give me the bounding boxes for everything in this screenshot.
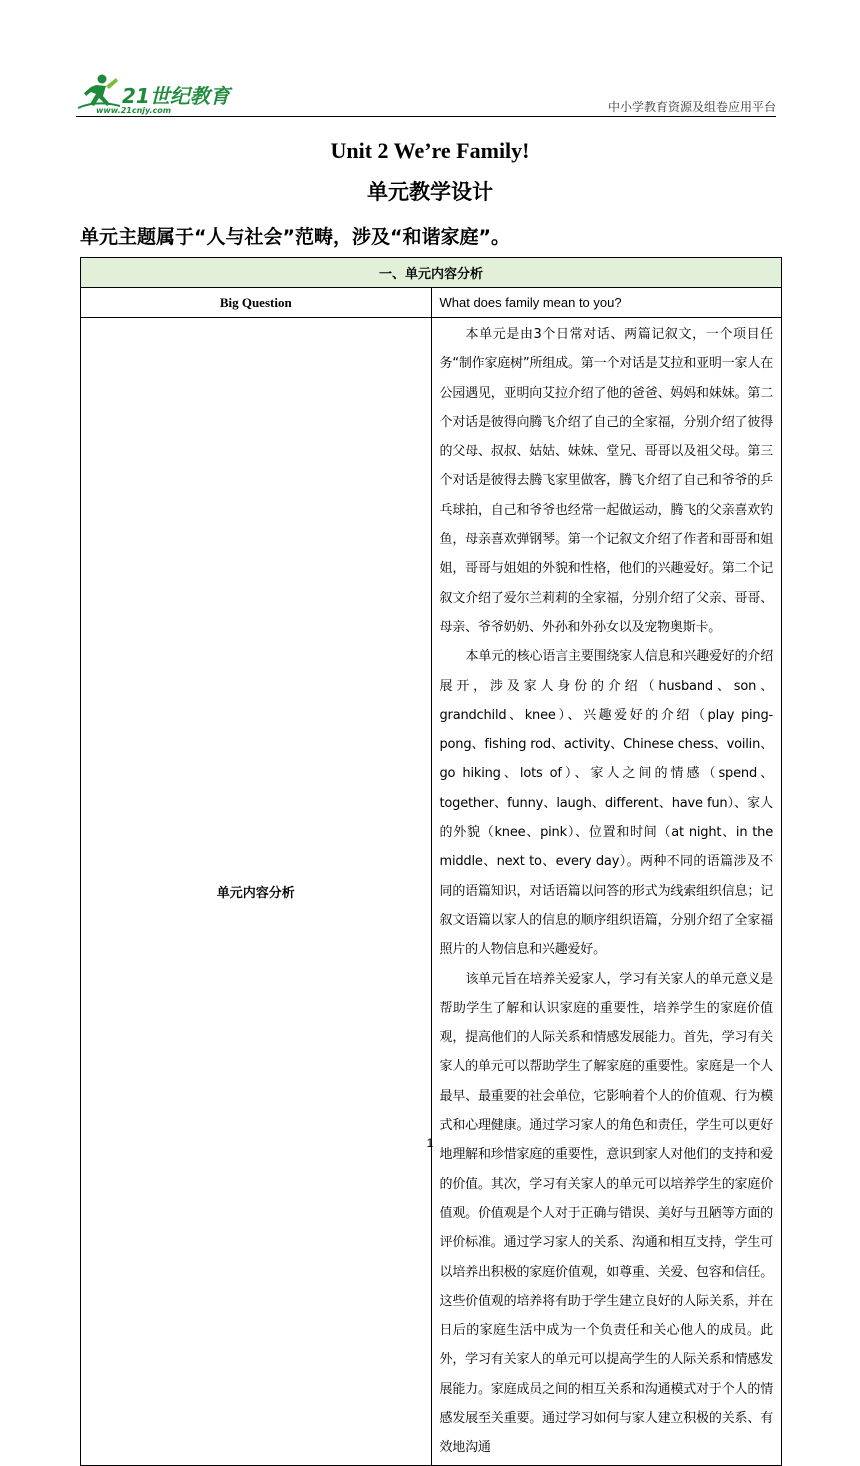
- section-header: 一、单元内容分析: [81, 258, 782, 288]
- page-title: Unit 2 We’re Family!: [330, 138, 530, 163]
- page-header: [76, 66, 776, 116]
- paragraph-1: 本单元是由3个日常对话、两篇记叙文，一个项目任务“制作家庭树”所组成。第一个对话是艾拉和亚明一家人在公园遇见，亚明向艾拉介绍了他的爸爸、妈妈和妹妹。第二个对话是彼得向腾飞介绍了自己的全家福，分别介绍了彼得的父母、叔叔、姑姑、妹妹、堂兄、哥哥以及祖父母。第三个对话是彼得去腾飞家里做客，腾飞介绍了自己和爷爷的乒乓球拍，自己和爷爷也经常一起做运动，腾飞的父亲喜欢钓鱼，母亲喜欢弹钢琴。第一个记叙文介绍了作者和哥哥和姐姐，哥哥与姐姐的外貌和性格，他们的兴趣爱好。第二个记叙文介绍了爱尔兰莉莉的全家福，分别介绍了父亲、哥哥、母亲、爷爷奶奶、外孙和外孙女以及宠物奥斯卡。: [439, 327, 773, 635]
- content-analysis-row: [81, 318, 782, 1466]
- content-analysis-text: [431, 318, 782, 1466]
- big-question-text: What does family mean to you?: [431, 288, 782, 318]
- logo-url: www.21cnjy.com: [96, 106, 172, 115]
- page-number: 1: [426, 1136, 434, 1150]
- platform-name: 中小学教育资源及组卷应用平台: [607, 100, 776, 114]
- paragraph-3: 该单元旨在培养关爱家人，学习有关家人的单元意义是帮助学生了解和认识家庭的重要性，培养学生的家庭价值观，提高他们的人际关系和情感发展能力。首先，学习有关家人的单元可以帮助学生了解家庭的重要性。家庭是一个人最早、最重要的社会单位，它影响着个人的价值观、行为模式和心理健康。通过学习家人的角色和责任，学生可以更好地理解和珍惜家庭的重要性，意识到家人对他们的支持和爱的价值。其次，学习有关家人的单元可以培养学生的家庭价值观。价值观是个人对于正确与错误、美好与丑陋等方面的评价标准。通过学习家人的关系、沟通和相互支持，学生可以培养出积极的家庭价值观，如尊重、关爱、包容和信任。这些价值观的培养将有助于学生建立良好的人际关系，并在日后的家庭生活中成为一个负责任和关心他人的成员。此外，学习有关家人的单元可以提高学生的人际关系和情感发展能力。家庭成员之间的相互关系和沟通模式对于个人的情感发展至关重要。通过学习如何与家人建立积极的关系、有效地沟通: [439, 971, 773, 1456]
- logo-text: 21世纪教育: [122, 84, 230, 108]
- section-header-row: [81, 258, 782, 288]
- big-question-row: [81, 288, 782, 318]
- unit-analysis-table: [80, 257, 782, 1466]
- page-subtitle: 单元教学设计: [367, 180, 493, 204]
- header-divider: [76, 116, 776, 117]
- theme-statement: 单元主题属于“人与社会”范畴，涉及“和谐家庭”。: [80, 226, 510, 248]
- content-analysis-label: 单元内容分析: [81, 318, 432, 1466]
- big-question-label: Big Question: [81, 288, 432, 318]
- site-logo: [76, 72, 246, 116]
- paragraph-2: 本单元的核心语言主要围绕家人信息和兴趣爱好的介绍展开，涉及家人身份的介绍（husband、son、grandchild、knee）、兴趣爱好的介绍（play ping-pong、fishing rod、activity、Chinese chess、voilin、go hiking、lots of）、家人之间的情感（spend、together、funny、laugh、different、have fun）、家人的外貌（knee、pink）、位置和时间（at night、in the middle、next to、every day）。两种不同的语篇涉及不同的语篇知识，对话语篇以问答的形式为线索组织信息；记叙文语篇以家人的信息的顺序组织语篇，分别介绍了全家福照片的人物信息和兴趣爱好。: [439, 649, 773, 958]
